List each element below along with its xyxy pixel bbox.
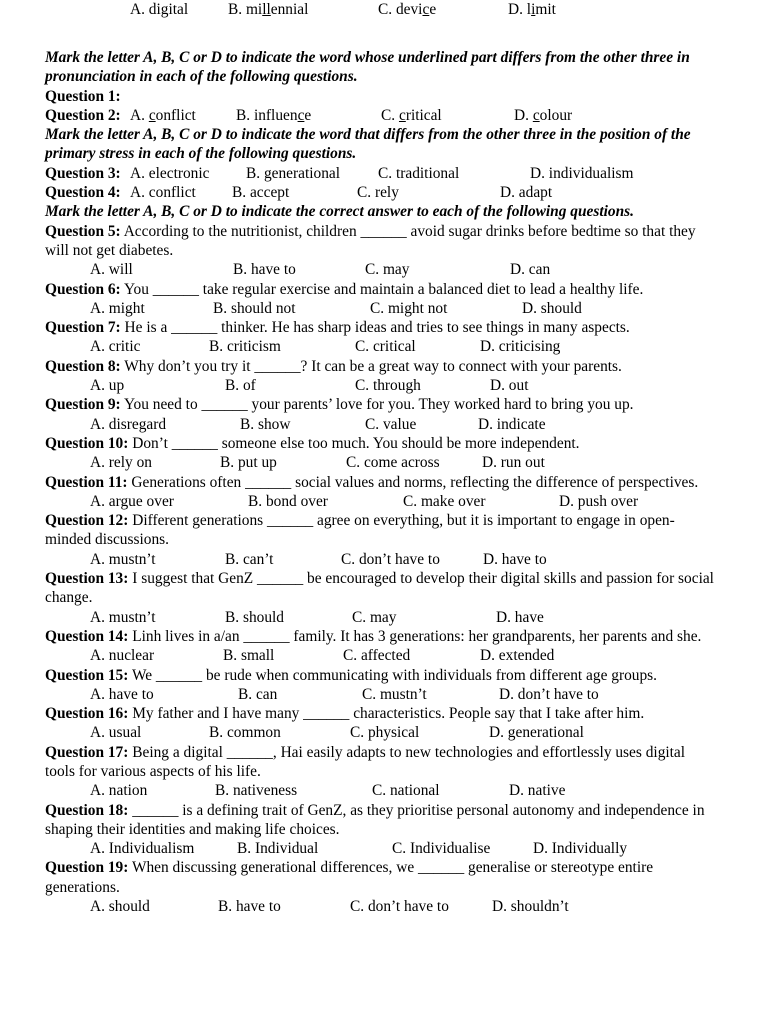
option-c: C. through	[355, 377, 421, 395]
option-d: D. push over	[559, 492, 639, 510]
question-label: Question 7:	[45, 319, 121, 337]
answer-options	[45, 492, 716, 511]
option-b: B. criticism	[209, 338, 281, 356]
option-b: B. put up	[220, 454, 277, 472]
instruction-pronunciation: Mark the letter A, B, C or D to indicate the word whose underlined part differs from the other three in pronunciation in each of the following questions.	[45, 49, 690, 86]
question-2	[45, 106, 716, 125]
option-b: B. of	[225, 377, 256, 395]
option-a: A. disregard	[90, 415, 167, 433]
answer-options	[45, 781, 716, 800]
option-d: D. out	[490, 377, 529, 395]
question-stem	[45, 280, 716, 299]
option-a: A. conflict	[130, 184, 196, 202]
option-a: A. up	[90, 377, 125, 395]
question-7	[45, 318, 716, 357]
question-text: ______ is a defining trait of GenZ, as they prioritise personal autonomy and independence in shaping their identities and making life choices.	[45, 801, 705, 838]
question-label: Question 10:	[45, 434, 129, 452]
question-6	[45, 280, 716, 319]
question-stem	[45, 858, 716, 897]
question-14	[45, 627, 716, 666]
option-a: A. might	[90, 299, 145, 317]
question-text: Being a digital ______, Hai easily adapts to new technologies and effortlessly uses digital tools for various aspects of his life.	[45, 743, 686, 780]
question-stem	[45, 357, 716, 376]
question-19	[45, 858, 716, 916]
option-d: D. have	[496, 608, 544, 626]
option-d: D. limit	[508, 1, 556, 18]
question-label: Question 5:	[45, 222, 121, 240]
answer-options	[45, 839, 716, 858]
option-a: A. usual	[90, 724, 142, 742]
option-a: A. should	[90, 898, 150, 916]
question-text: You need to ______ your parents’ love for you. They worked hard to bring you up.	[123, 396, 634, 414]
question-stem	[45, 743, 716, 782]
option-a: A. mustn’t	[90, 550, 156, 568]
answer-options	[45, 299, 716, 318]
question-label: Question 8:	[45, 357, 121, 375]
option-c: C. device	[378, 1, 437, 18]
question-stem	[45, 569, 716, 608]
question-13	[45, 569, 716, 627]
answer-options	[45, 646, 716, 665]
option-b: B. show	[240, 415, 291, 433]
option-d: D. Individually	[533, 840, 628, 858]
question-text: Linh lives in a/an ______ family. It has 3 generations: her grandparents, her parents and she.	[132, 627, 702, 645]
option-b: B. Individual	[237, 840, 319, 858]
question-text: When discussing generational differences, we ______ generalise or stereotype entire generations.	[45, 859, 654, 896]
option-a: A. argue over	[90, 492, 174, 510]
option-c: C. critical	[355, 338, 416, 356]
question-text: He is a ______ thinker. He has sharp ideas and tries to see things in many aspects.	[124, 319, 630, 337]
option-c: C. national	[372, 782, 440, 800]
question-label: Question 16:	[45, 705, 129, 723]
option-b: B. common	[209, 724, 281, 742]
question-stem	[45, 318, 716, 337]
option-b: B. small	[223, 647, 275, 665]
answer-options	[45, 550, 716, 569]
option-b: B. influence	[236, 106, 312, 124]
option-b: B. should	[225, 608, 285, 626]
option-d: D. individualism	[530, 164, 634, 182]
option-a: A. Individualism	[90, 840, 195, 858]
question-stem	[45, 627, 716, 646]
option-b: B. should not	[213, 299, 296, 317]
question-5	[45, 222, 716, 280]
option-c: C. Individualise	[392, 840, 491, 858]
option-d: D. indicate	[478, 415, 546, 433]
option-c: C. come across	[346, 454, 440, 472]
answer-options	[45, 897, 716, 916]
option-c: C. may	[352, 608, 397, 626]
option-c: C. physical	[350, 724, 420, 742]
question-text: Why don’t you try it ______? It can be a great way to connect with your parents.	[124, 357, 622, 375]
question-label: Question 13:	[45, 570, 129, 588]
question-label: Question 18:	[45, 801, 129, 819]
option-b: B. can’t	[225, 550, 274, 568]
option-c: C. critical	[381, 106, 442, 124]
option-d: D. criticising	[480, 338, 561, 356]
question-15	[45, 666, 716, 705]
question-text: You ______ take regular exercise and maintain a balanced diet to lead a healthy life.	[123, 280, 644, 298]
question-18	[45, 801, 716, 859]
instruction-correct-answer: Mark the letter A, B, C or D to indicate the correct answer to each of the following questions.	[45, 203, 634, 221]
option-c: C. may	[365, 261, 410, 279]
option-b: B. can	[238, 685, 278, 703]
question-stem	[45, 666, 716, 685]
question-label: Question 15:	[45, 666, 129, 684]
answer-options	[45, 337, 716, 356]
question-label: Question 12:	[45, 512, 129, 530]
answer-options	[45, 723, 716, 742]
option-a: A. critic	[90, 338, 141, 356]
question-label: Question 19:	[45, 859, 129, 877]
option-d: D. native	[509, 782, 566, 800]
option-a: A. nuclear	[90, 647, 155, 665]
option-b: B. accept	[232, 184, 290, 202]
instruction-stress: Mark the letter A, B, C or D to indicate the word that differs from the other three in the position of the primary stress in each of the following questions.	[45, 126, 691, 163]
option-b: B. nativeness	[215, 782, 298, 800]
question-stem	[45, 801, 716, 840]
option-c: C. value	[365, 415, 417, 433]
option-a: A. digital	[130, 1, 189, 18]
answer-options	[45, 685, 716, 704]
question-label: Question 17:	[45, 743, 129, 761]
answer-options	[45, 260, 716, 279]
option-a: A. will	[90, 261, 133, 279]
option-a: A. electronic	[130, 164, 210, 182]
option-b: B. millennial	[228, 1, 309, 18]
question-label: Question 4:	[45, 184, 121, 202]
option-d: D. run out	[482, 454, 545, 472]
question-9	[45, 395, 716, 434]
option-a: A. have to	[90, 685, 154, 703]
question-16	[45, 704, 716, 743]
option-d: D. generational	[489, 724, 584, 742]
question-label: Question 14:	[45, 627, 129, 645]
option-c: C. traditional	[378, 164, 460, 182]
option-c: C. make over	[403, 492, 486, 510]
question-stem	[45, 434, 716, 453]
question-12	[45, 511, 716, 569]
answer-options	[45, 376, 716, 395]
question-label: Question 2:	[45, 106, 121, 124]
option-d: D. don’t have to	[499, 685, 599, 703]
option-a: A. rely on	[90, 454, 152, 472]
option-a: A. conflict	[130, 106, 196, 124]
question-label: Question 3:	[45, 164, 121, 182]
option-b: B. bond over	[248, 492, 328, 510]
question-11	[45, 473, 716, 512]
question-text: I suggest that GenZ ______ be encouraged to develop their digital skills and passion for social change.	[45, 570, 714, 607]
option-c: C. rely	[357, 184, 399, 202]
question-text: According to the nutritionist, children ______ avoid sugar drinks before bedtime so that they will not get diabetes.	[45, 222, 696, 259]
option-c: C. mustn’t	[362, 685, 427, 703]
option-d: D. can	[510, 261, 551, 279]
option-d: D. should	[522, 299, 582, 317]
question-list	[45, 222, 716, 917]
option-c: C. affected	[343, 647, 411, 665]
question-stem	[45, 511, 716, 550]
option-c: C. might not	[370, 299, 448, 317]
option-b: B. have to	[233, 261, 296, 279]
option-d: D. adapt	[500, 184, 553, 202]
option-b: B. have to	[218, 898, 281, 916]
question-8	[45, 357, 716, 396]
option-d: D. have to	[483, 550, 547, 568]
answer-options	[45, 453, 716, 472]
option-d: D. colour	[514, 106, 573, 124]
question-text: Don’t ______ someone else too much. You should be more independent.	[132, 434, 580, 452]
question-3	[45, 164, 716, 183]
question-text: Generations often ______ social values and norms, reflecting the difference of perspectives.	[131, 473, 699, 491]
option-a: A. nation	[90, 782, 148, 800]
question-stem	[45, 704, 716, 723]
question-label: Question 1:	[45, 87, 121, 105]
option-d: D. shouldn’t	[492, 898, 569, 916]
question-stem	[45, 473, 716, 492]
option-a: A. mustn’t	[90, 608, 156, 626]
question-text: Different generations ______ agree on everything, but it is important to engage in open-minded discussions.	[45, 512, 675, 549]
question-label: Question 6:	[45, 280, 121, 298]
question-4	[45, 183, 716, 202]
option-c: C. don’t have to	[341, 550, 440, 568]
question-17	[45, 743, 716, 801]
question-stem	[45, 395, 716, 414]
question-text: My father and I have many ______ characteristics. People say that I take after him.	[132, 705, 645, 723]
question-10	[45, 434, 716, 473]
question-label: Question 9:	[45, 396, 121, 414]
question-label: Question 11:	[45, 473, 128, 491]
answer-options	[45, 415, 716, 434]
question-stem	[45, 222, 716, 261]
option-d: D. extended	[480, 647, 555, 665]
answer-options	[45, 608, 716, 627]
question-text: We ______ be rude when communicating with individuals from different age groups.	[131, 666, 658, 684]
option-c: C. don’t have to	[350, 898, 449, 916]
option-b: B. generational	[246, 164, 341, 182]
